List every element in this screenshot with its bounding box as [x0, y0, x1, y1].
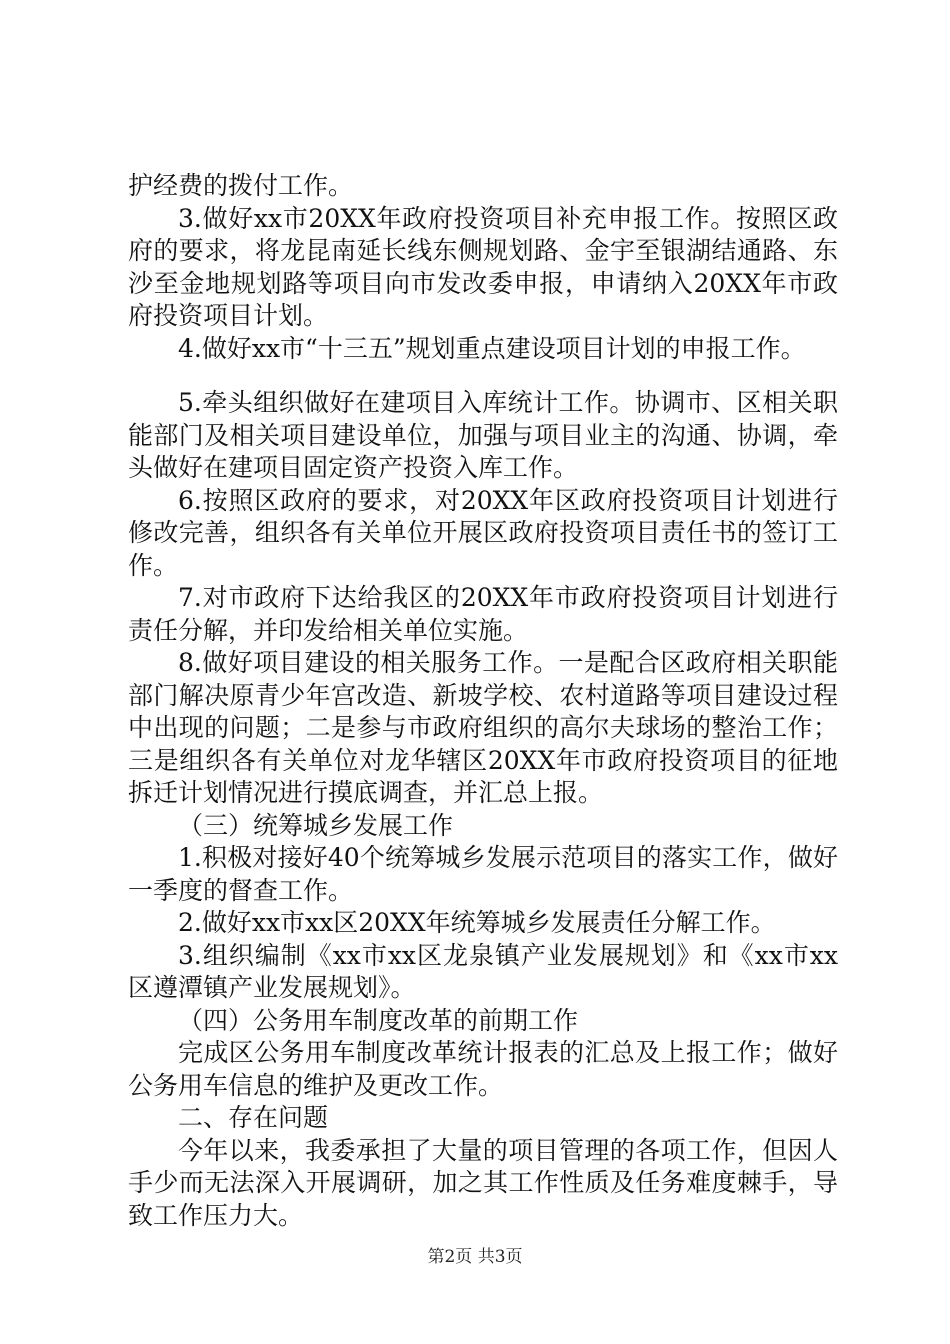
section-heading-problems: 二、存在问题	[178, 1103, 329, 1132]
document-body	[128, 170, 838, 1232]
page-number-footer: 第2页 共3页	[427, 1247, 523, 1267]
paragraph-urban-rural-3: 3.组织编制《xx市xx区龙泉镇产业发展规划》和《xx市xx区遵潭镇产业发展规划》。	[128, 940, 838, 1002]
paragraph-item-8: 8.做好项目建设的相关服务工作。一是配合区政府相关职能部门解决原青少年宫改造、新坡学校、农村道路等项目建设过程中出现的问题；二是参与市政府组织的高尔夫球场的整治工作；三是组织各有关单位对龙华辖区20XX年市政府投资项目的征地拆迁计划情况进行摸底调查，并汇总上报。	[128, 648, 838, 807]
paragraph-continuation: 护经费的拨付工作。	[128, 171, 354, 200]
paragraph-vehicle-reform: 完成区公务用车制度改革统计报表的汇总及上报工作；做好公务用车信息的维护及更改工作。	[128, 1038, 838, 1100]
paragraph-item-5: 5.牵头组织做好在建项目入库统计工作。协调市、区相关职能部门及相关项目建设单位，加强与项目业主的沟通、协调，牵头做好在建项目固定资产投资入库工作。	[128, 388, 838, 482]
paragraph-item-3: 3.做好xx市20XX年政府投资项目补充申报工作。按照区政府的要求，将龙昆南延长线东侧规划路、金宇至银湖结通路、东沙至金地规划路等项目向市发改委申报，申请纳入20XX年市政府投资项目计划。	[128, 203, 838, 330]
section-heading-4: （四）公务用车制度改革的前期工作	[178, 1005, 579, 1035]
paragraph-item-7: 7.对市政府下达给我区的20XX年市政府投资项目计划进行责任分解，并印发给相关单位实施。	[128, 583, 838, 645]
section-heading-3: （三）统筹城乡发展工作	[178, 810, 454, 840]
paragraph-problems: 今年以来，我委承担了大量的项目管理的各项工作，但因人手少而无法深入开展调研，加之其工作性质及任务难度棘手，导致工作压力大。	[128, 1135, 838, 1230]
paragraph-item-6: 6.按照区政府的要求，对20XX年区政府投资项目计划进行修改完善，组织各有关单位开展区政府投资项目责任书的签订工作。	[128, 485, 838, 580]
paragraph-urban-rural-2: 2.做好xx市xx区20XX年统筹城乡发展责任分解工作。	[178, 908, 776, 937]
paragraph-urban-rural-1: 1.积极对接好40个统筹城乡发展示范项目的落实工作，做好一季度的督查工作。	[128, 843, 838, 905]
paragraph-item-4: 4.做好xx市“十三五”规划重点建设项目计划的申报工作。	[178, 333, 806, 363]
